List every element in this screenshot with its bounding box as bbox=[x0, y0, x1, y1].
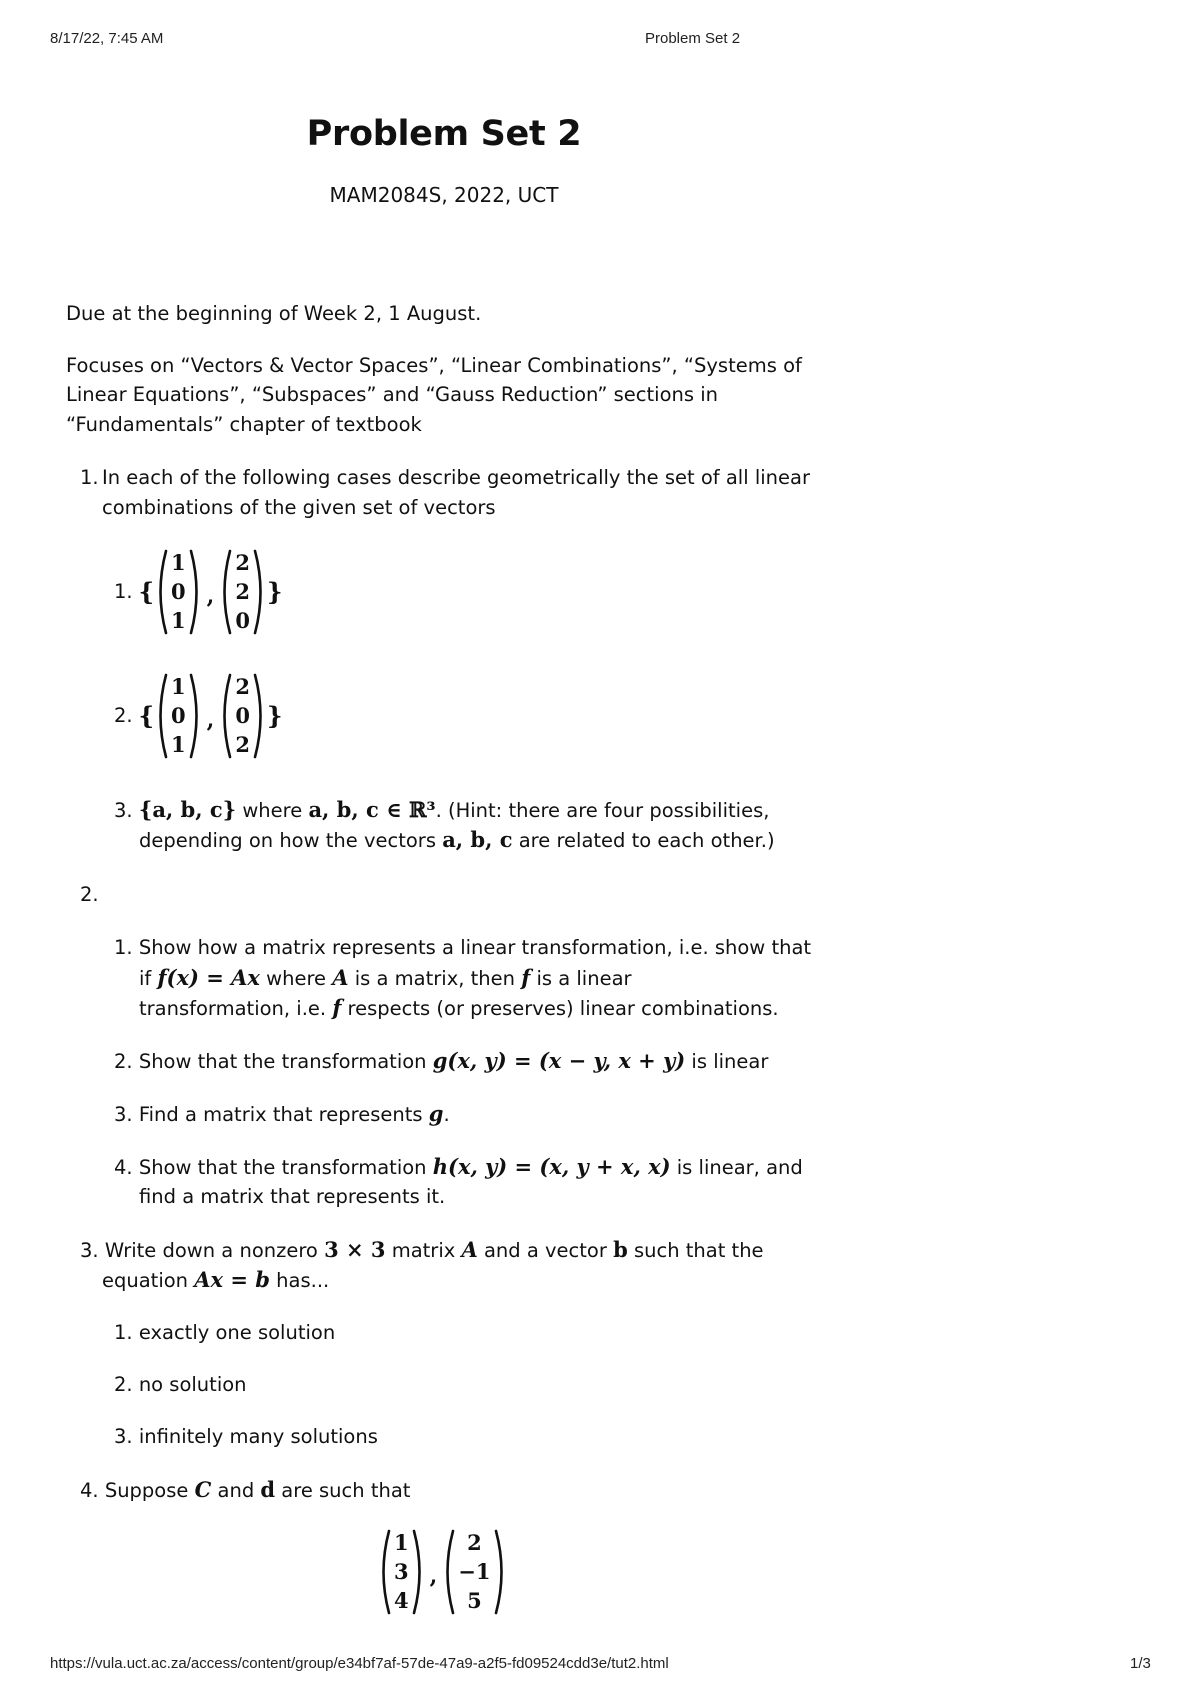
text: Show how a matrix represents a linear transformation, i.e. show that bbox=[138, 936, 812, 959]
question-2a-line-2 bbox=[139, 963, 632, 994]
vector-entry: 1 bbox=[171, 608, 186, 633]
item-number: 3. bbox=[114, 1103, 133, 1126]
focus-text-line-2: Linear Equations”, “Subspaces” and “Gauss Reduction” sections in bbox=[66, 383, 719, 406]
comma: , bbox=[429, 1562, 438, 1589]
question-1c-line-1 bbox=[114, 795, 769, 826]
print-footer-page-number: 1/3 bbox=[1130, 1655, 1151, 1672]
text: Find a matrix that represents bbox=[138, 1103, 429, 1126]
vector-entry: 4 bbox=[394, 1588, 409, 1613]
column-vector bbox=[377, 1528, 426, 1615]
vectors-abc: a, b, c bbox=[442, 827, 513, 852]
text: such that the bbox=[627, 1239, 764, 1262]
item-number: 2. bbox=[114, 1373, 133, 1396]
paren-right bbox=[412, 1529, 426, 1615]
text: Show that the transformation bbox=[138, 1050, 433, 1073]
paren-left bbox=[154, 549, 168, 635]
column-vector bbox=[154, 672, 203, 759]
vector-set-abc: {a, b, c} bbox=[138, 797, 237, 822]
text: and a vector bbox=[477, 1239, 614, 1262]
matrix-dimension: 3 × 3 bbox=[324, 1237, 386, 1262]
question-3-item-1 bbox=[114, 1318, 335, 1348]
text: is linear bbox=[685, 1050, 769, 1073]
paren-right bbox=[189, 549, 203, 635]
question-2c bbox=[114, 1099, 450, 1130]
paren-left bbox=[441, 1529, 455, 1615]
vector-entry: 1 bbox=[171, 550, 186, 575]
text: is a linear bbox=[530, 967, 632, 990]
vector-pair-q4 bbox=[377, 1528, 508, 1615]
focus-text-line-1: Focuses on “Vectors & Vector Spaces”, “Linear Combinations”, “Systems of bbox=[66, 354, 802, 377]
focus-text-line-3: “Fundamentals” chapter of textbook bbox=[66, 413, 422, 436]
hint-text: depending on how the vectors bbox=[139, 829, 443, 852]
item-number: 1. bbox=[114, 1321, 133, 1344]
vector-entry: 0 bbox=[171, 579, 186, 604]
question-2a-line-1 bbox=[114, 933, 811, 963]
text: matrix bbox=[385, 1239, 462, 1262]
print-footer-url: https://vula.uct.ac.za/access/content/group/e34bf7af-57de-47a9-a2f5-fd09524cdd3e/tut2.html bbox=[50, 1655, 669, 1672]
paren-right bbox=[253, 673, 267, 759]
text: is linear, and bbox=[670, 1156, 803, 1179]
paren-left bbox=[377, 1529, 391, 1615]
text: Suppose bbox=[104, 1479, 195, 1502]
question-2-number: 2. bbox=[80, 883, 99, 906]
item-number: 3. bbox=[114, 1425, 133, 1448]
paren-right bbox=[189, 673, 203, 759]
comma: , bbox=[206, 582, 215, 609]
brace-close: } bbox=[266, 577, 283, 606]
text: Write down a nonzero bbox=[104, 1239, 325, 1262]
column-vector bbox=[154, 548, 203, 635]
math-symbol: f bbox=[521, 965, 531, 990]
item-number: 4. bbox=[114, 1156, 133, 1179]
due-date-text: Due at the beginning of Week 2, 1 August. bbox=[66, 302, 482, 325]
text: where bbox=[236, 799, 309, 822]
paren-right bbox=[494, 1529, 508, 1615]
vector-entry: 0 bbox=[171, 703, 186, 728]
paren-left bbox=[154, 673, 168, 759]
vector-entry: −1 bbox=[458, 1559, 491, 1584]
membership-r3: a, b, c ∈ ℝ³ bbox=[308, 797, 436, 822]
text: transformation, i.e. bbox=[139, 997, 333, 1020]
equation: Ax = b bbox=[194, 1267, 270, 1292]
vector-entry: 1 bbox=[394, 1530, 409, 1555]
item-number: 2. bbox=[114, 704, 133, 727]
text: and bbox=[211, 1479, 261, 1502]
item-number: 3. bbox=[114, 799, 133, 822]
item-number: 1. bbox=[114, 580, 133, 603]
vector-set-1a bbox=[114, 548, 282, 635]
print-header-date: 8/17/22, 7:45 AM bbox=[50, 30, 164, 47]
vector-entry: 3 bbox=[394, 1559, 409, 1584]
text: are such that bbox=[275, 1479, 411, 1502]
column-vector bbox=[218, 548, 267, 635]
document-title: Problem Set 2 bbox=[306, 114, 582, 154]
equation: g(x, y) = (x − y, x + y) bbox=[432, 1048, 686, 1073]
text: is a matrix, then bbox=[348, 967, 522, 990]
question-1-line-2: combinations of the given set of vectors bbox=[102, 496, 496, 519]
vector-entry: 2 bbox=[235, 550, 250, 575]
vector-entry: 1 bbox=[171, 732, 186, 757]
column-vector bbox=[218, 672, 267, 759]
question-3-line-2 bbox=[102, 1265, 329, 1296]
vector-entry: 1 bbox=[171, 674, 186, 699]
vector-entry: 2 bbox=[467, 1530, 482, 1555]
hint-text: . (Hint: there are four possibilities, bbox=[435, 799, 770, 822]
math-symbol: b bbox=[613, 1237, 628, 1262]
question-2d-line-1 bbox=[114, 1152, 803, 1183]
math-symbol: f bbox=[332, 995, 342, 1020]
text: equation bbox=[102, 1269, 195, 1292]
question-2b bbox=[114, 1046, 768, 1077]
paren-left bbox=[218, 673, 232, 759]
question-1-line-1: In each of the following cases describe geometrically the set of all linear bbox=[102, 466, 810, 489]
vector-entry: 2 bbox=[235, 674, 250, 699]
print-header-title: Problem Set 2 bbox=[645, 30, 741, 47]
text: . bbox=[443, 1103, 450, 1126]
math-symbol: A bbox=[332, 965, 349, 990]
equation: h(x, y) = (x, y + x, x) bbox=[432, 1154, 671, 1179]
text: Show that the transformation bbox=[138, 1156, 433, 1179]
question-3-line-1 bbox=[80, 1235, 764, 1266]
math-symbol: g bbox=[428, 1101, 444, 1126]
paren-right bbox=[253, 549, 267, 635]
question-1-number: 1. bbox=[80, 466, 99, 489]
question-number: 3. bbox=[80, 1239, 99, 1262]
text: respects (or preserves) linear combinations. bbox=[341, 997, 779, 1020]
brace-close: } bbox=[266, 701, 283, 730]
question-3-item-3 bbox=[114, 1422, 378, 1452]
column-vector bbox=[441, 1528, 507, 1615]
brace-open: { bbox=[138, 701, 155, 730]
text: no solution bbox=[138, 1373, 247, 1396]
hint-text: are related to each other.) bbox=[512, 829, 775, 852]
math-symbol: C bbox=[194, 1477, 212, 1502]
math-symbol: d bbox=[260, 1477, 276, 1502]
question-2d-line-2: find a matrix that represents it. bbox=[139, 1185, 446, 1208]
vector-set-1b bbox=[114, 672, 282, 759]
item-number: 2. bbox=[114, 1050, 133, 1073]
question-1c-line-2 bbox=[139, 825, 775, 856]
document-subtitle: MAM2084S, 2022, UCT bbox=[329, 183, 559, 207]
question-number: 4. bbox=[80, 1479, 99, 1502]
text: infinitely many solutions bbox=[138, 1425, 378, 1448]
text: has... bbox=[269, 1269, 330, 1292]
vector-entry: 0 bbox=[235, 608, 250, 633]
vector-entry: 0 bbox=[235, 703, 250, 728]
paren-left bbox=[218, 549, 232, 635]
text: if bbox=[139, 967, 158, 990]
equation: f(x) = Ax bbox=[157, 965, 260, 990]
vector-entry: 2 bbox=[235, 732, 250, 757]
text: where bbox=[259, 967, 333, 990]
question-3-item-2 bbox=[114, 1370, 247, 1400]
text: exactly one solution bbox=[138, 1321, 336, 1344]
item-number: 1. bbox=[114, 936, 133, 959]
vector-entry: 2 bbox=[235, 579, 250, 604]
brace-open: { bbox=[138, 577, 155, 606]
comma: , bbox=[206, 706, 215, 733]
vector-entry: 5 bbox=[467, 1588, 482, 1613]
math-symbol: A bbox=[461, 1237, 478, 1262]
question-4-line-1 bbox=[80, 1475, 410, 1506]
question-2a-line-3 bbox=[139, 993, 779, 1024]
